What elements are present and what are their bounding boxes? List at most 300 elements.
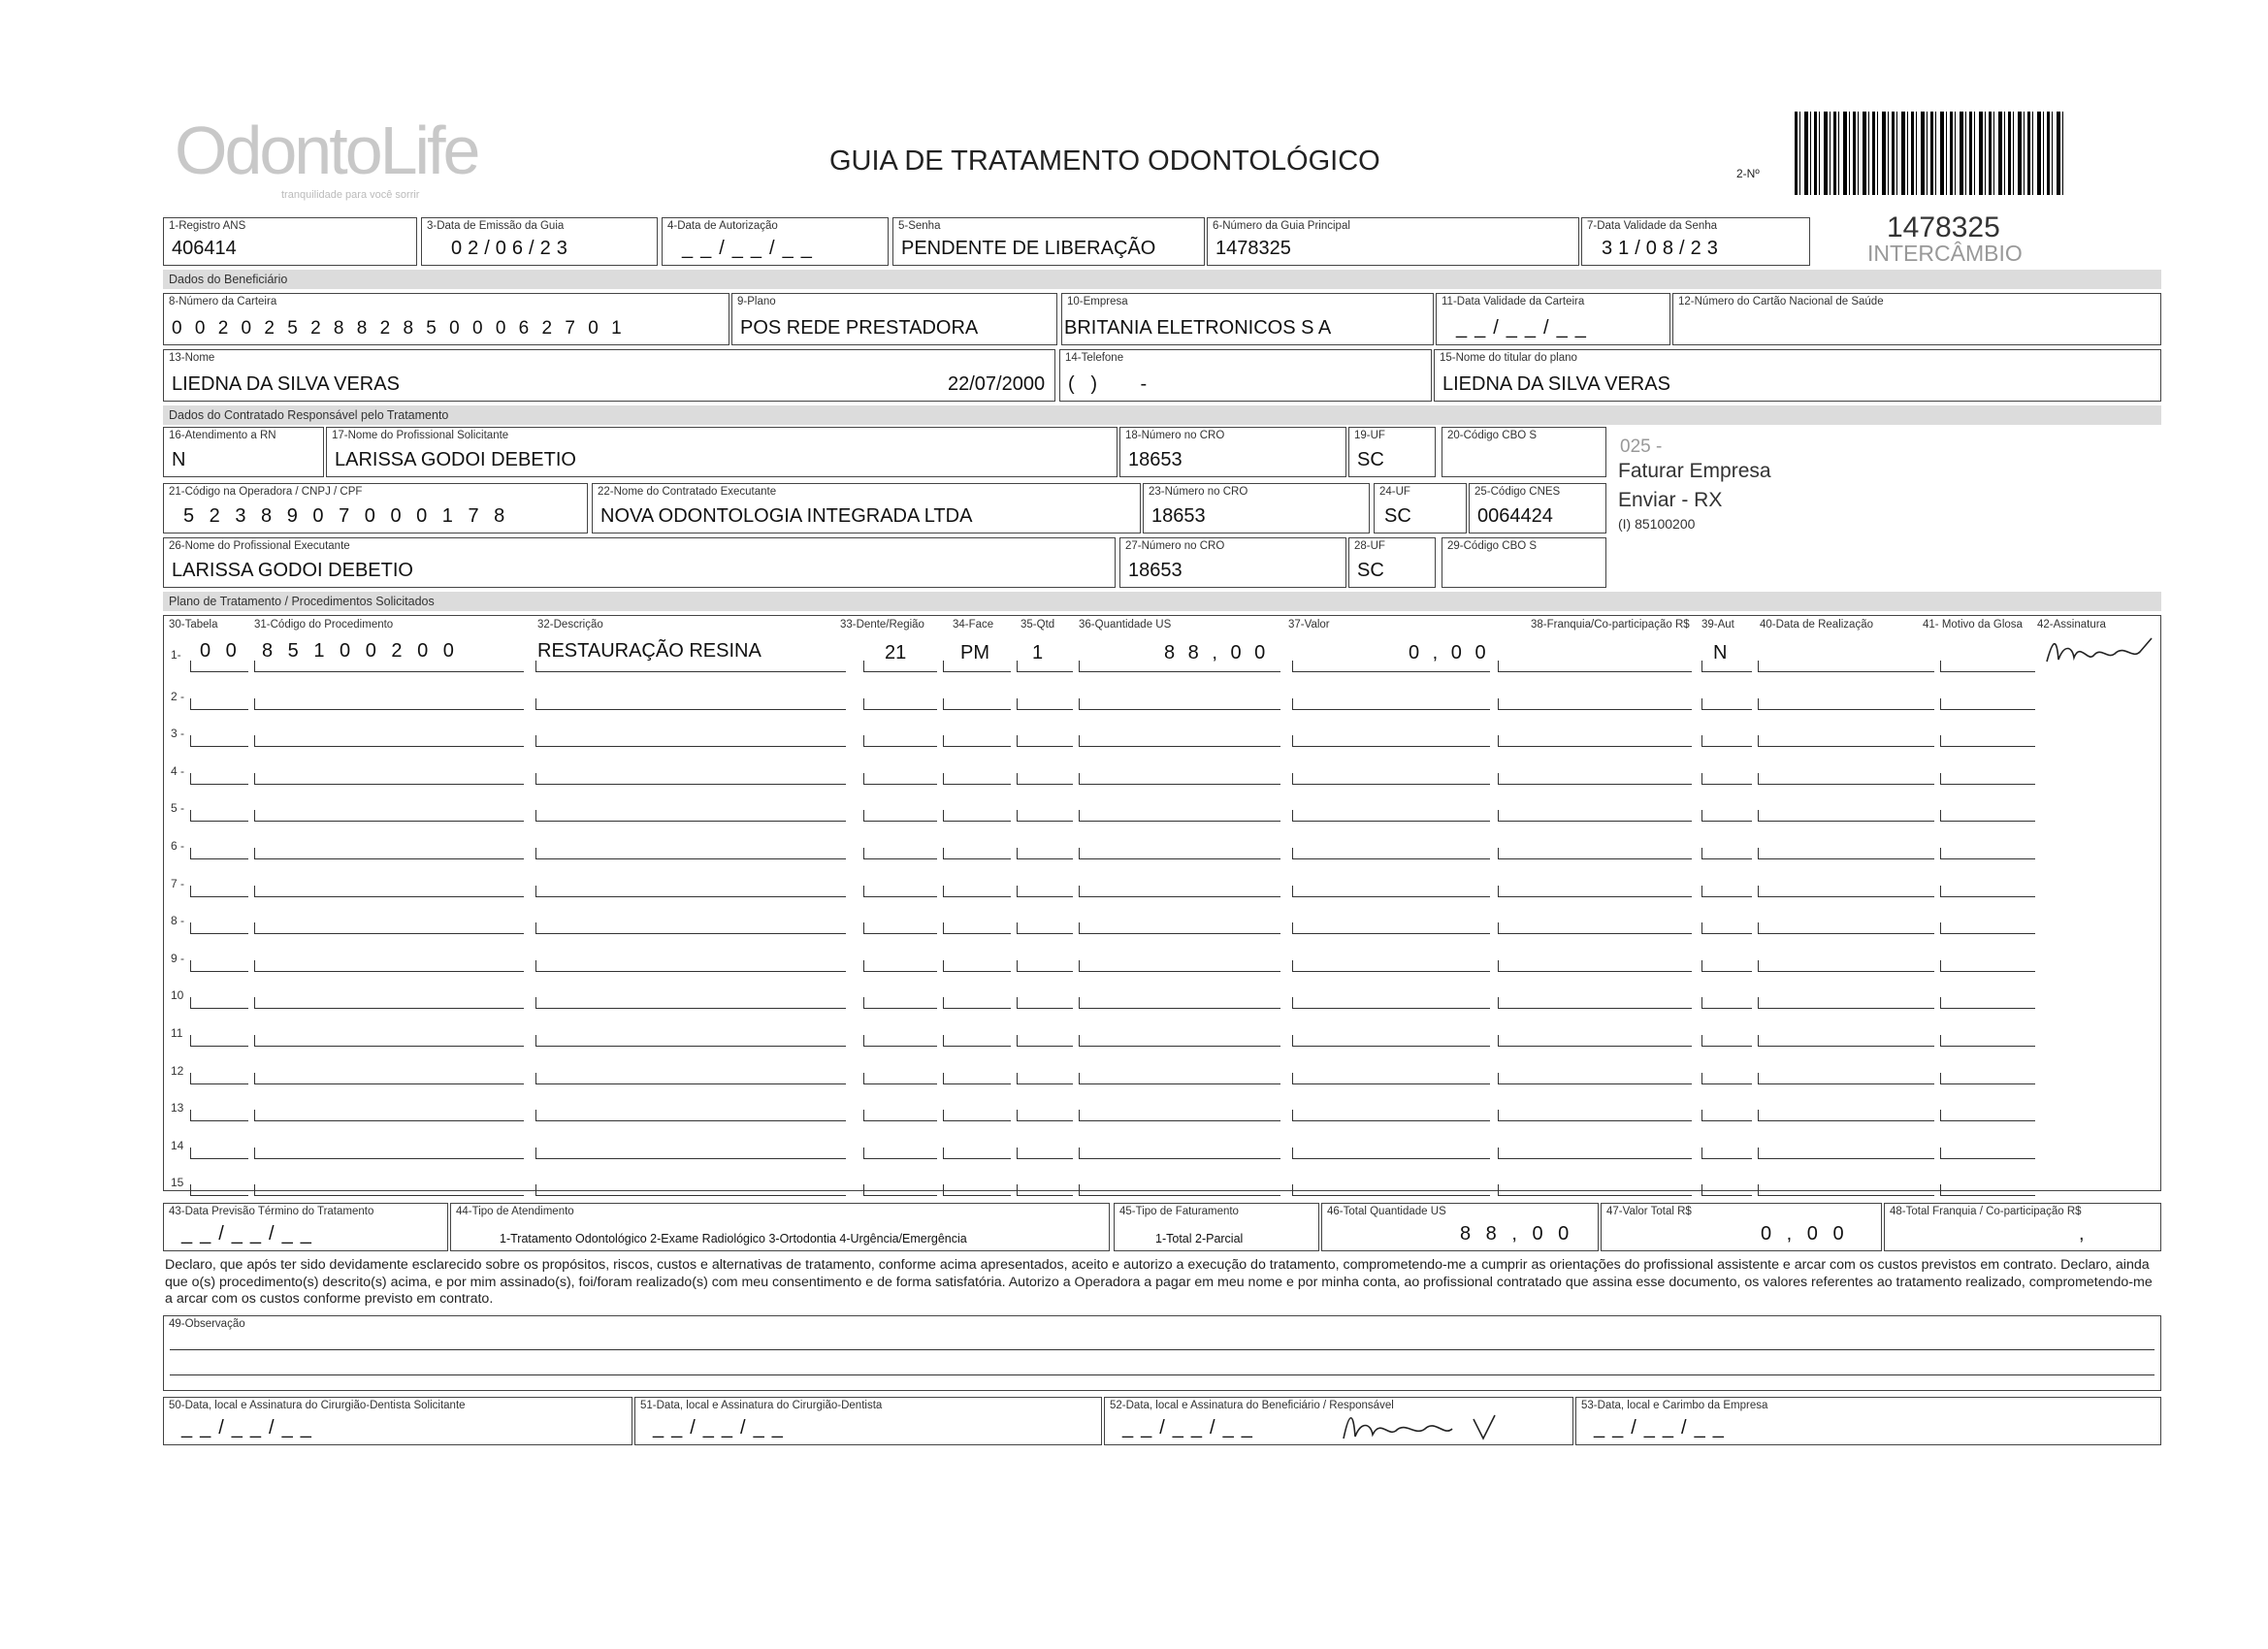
row-baseline	[1940, 1120, 2035, 1121]
row-tick	[254, 735, 255, 747]
row-tick	[1079, 810, 1080, 822]
row-baseline	[1940, 821, 2035, 822]
password-value: PENDENTE DE LIBERAÇÃO	[901, 238, 1156, 259]
uf-24-value: SC	[1384, 505, 1411, 527]
row-tick	[1292, 1148, 1293, 1159]
row-tick	[943, 735, 944, 747]
row-baseline	[1498, 1046, 1692, 1047]
row-number: 4 -	[171, 763, 185, 778]
col-face: 34-Face	[953, 619, 994, 630]
row-baseline	[1292, 1008, 1490, 1009]
row-tick	[1292, 1035, 1293, 1047]
row-tick	[1701, 960, 1702, 972]
row-tick	[1292, 1110, 1293, 1121]
row-baseline	[190, 1120, 248, 1121]
row-baseline	[943, 1120, 1011, 1121]
row-baseline	[535, 1083, 846, 1084]
row-baseline	[190, 1195, 248, 1196]
row-baseline	[1079, 1046, 1280, 1047]
row-baseline	[1079, 1158, 1280, 1159]
row-tick	[1079, 848, 1080, 859]
row-tick	[1017, 886, 1018, 897]
row-tick	[190, 886, 191, 897]
row-baseline	[1017, 858, 1073, 859]
row-tick	[863, 922, 864, 934]
row-baseline	[1292, 1158, 1490, 1159]
row-baseline	[1498, 709, 1692, 710]
card-number-value: 0 0 2 0 2 5 2 8 8 2 8 5 0 0 0 6 2 7 0 1	[172, 318, 626, 339]
row-baseline	[254, 933, 524, 934]
row-tick	[1017, 810, 1018, 822]
row-number: 13	[171, 1101, 184, 1116]
section-beneficiary: Dados do Beneficiário	[163, 270, 2161, 289]
row-baseline	[1498, 1195, 1692, 1196]
row-tick	[254, 922, 255, 934]
card-validity-value: __/__/__	[1456, 317, 1594, 339]
authorization-date-value: __/__/__	[682, 238, 820, 259]
row-tick	[1758, 1148, 1759, 1159]
row-number: 12	[171, 1063, 184, 1078]
row-baseline	[1292, 1120, 1490, 1121]
row-tick	[863, 1148, 864, 1159]
row-tick	[1079, 661, 1080, 672]
row-tick	[1701, 773, 1702, 785]
field-executing-professional: 26-Nome do Profissional Executante LARISSA GODOI DEBETIO	[163, 537, 1116, 588]
row-tick	[1292, 661, 1293, 672]
row-tick	[1017, 735, 1018, 747]
row-tick	[1079, 997, 1080, 1009]
row-number: 9 -	[171, 951, 185, 965]
row-baseline	[1701, 1158, 1752, 1159]
row-tick	[254, 661, 255, 672]
row-baseline	[1079, 858, 1280, 859]
row-tick	[1758, 1035, 1759, 1047]
row-baseline	[1292, 709, 1490, 710]
row-tick	[1079, 922, 1080, 934]
row-baseline	[1498, 784, 1692, 785]
row-tick	[254, 886, 255, 897]
row-tick	[1701, 997, 1702, 1009]
executing-contractor-value: NOVA ODONTOLOGIA INTEGRADA LTDA	[600, 505, 973, 527]
row-tick	[1017, 1035, 1018, 1047]
row-tick	[943, 810, 944, 822]
row-baseline	[1758, 821, 1934, 822]
row-baseline	[1079, 1195, 1280, 1196]
row-tick	[943, 960, 944, 972]
row-tick	[1701, 922, 1702, 934]
row-tick	[535, 1110, 536, 1121]
row-tick	[190, 960, 191, 972]
row-tick	[1940, 1035, 1941, 1047]
row-tick	[190, 773, 191, 785]
row-baseline	[1017, 1195, 1073, 1196]
row-tick	[943, 773, 944, 785]
row-tick	[254, 848, 255, 859]
row-tick	[190, 661, 191, 672]
row-baseline	[1701, 1008, 1752, 1009]
row-tick	[535, 997, 536, 1009]
row-baseline	[1017, 709, 1073, 710]
row-tick	[863, 848, 864, 859]
row-tick	[943, 1035, 944, 1047]
row-tick	[863, 886, 864, 897]
row-tick	[1017, 1073, 1018, 1084]
row-tick	[863, 960, 864, 972]
row-tick	[1292, 810, 1293, 822]
row-tick	[1498, 661, 1499, 672]
row-tick	[1758, 997, 1759, 1009]
col-copay: 38-Franquia/Co-participação R$	[1531, 619, 1690, 630]
name-value: LIEDNA DA SILVA VERAS	[172, 373, 400, 395]
row-baseline	[535, 858, 846, 859]
row-tick	[254, 1035, 255, 1047]
row-number: 6 -	[171, 839, 185, 853]
row-tick	[1701, 1148, 1702, 1159]
row-baseline	[1292, 784, 1490, 785]
row-tick	[1758, 773, 1759, 785]
row-tick	[254, 810, 255, 822]
total-us-value: 8 8 , 0 0	[1460, 1223, 1574, 1245]
row-tick	[1498, 848, 1499, 859]
row-baseline	[254, 821, 524, 822]
row-1-us: 8 8 , 0 0	[1164, 642, 1270, 663]
row-baseline	[1079, 933, 1280, 934]
row-baseline	[190, 746, 248, 747]
field-rn-care: 16-Atendimento a RN N	[163, 427, 324, 477]
row-baseline	[1701, 709, 1752, 710]
row-baseline	[943, 933, 1011, 934]
row-tick	[254, 1073, 255, 1084]
row-tick	[535, 1148, 536, 1159]
row-tick	[1758, 698, 1759, 710]
row-tick	[1701, 1035, 1702, 1047]
row-baseline	[1079, 1008, 1280, 1009]
row-baseline	[943, 1008, 1011, 1009]
row-baseline	[254, 671, 524, 672]
row-baseline	[1701, 671, 1752, 672]
row-tick	[1079, 735, 1080, 747]
col-us-quantity: 36-Quantidade US	[1079, 619, 1172, 630]
row-baseline	[863, 1195, 937, 1196]
row-tick	[535, 735, 536, 747]
row-baseline	[254, 1158, 524, 1159]
row-baseline	[254, 709, 524, 710]
row-tick	[190, 848, 191, 859]
row-baseline	[1701, 784, 1752, 785]
row-tick	[1940, 1073, 1941, 1084]
row-tick	[254, 1110, 255, 1121]
row-tick	[1017, 997, 1018, 1009]
row-baseline	[254, 971, 524, 972]
col-realization-date: 40-Data de Realização	[1760, 619, 1873, 630]
row-baseline	[1017, 1046, 1073, 1047]
row-tick	[535, 1035, 536, 1047]
row-1-qty: 1	[1032, 642, 1044, 663]
row-baseline	[943, 784, 1011, 785]
guide-number: 1478325	[1887, 211, 2000, 243]
row-baseline	[1292, 1046, 1490, 1047]
row-baseline	[943, 671, 1011, 672]
row-tick	[535, 1073, 536, 1084]
row-tick	[1701, 735, 1702, 747]
row-tick	[1498, 1148, 1499, 1159]
row-baseline	[190, 1158, 248, 1159]
row-tick	[943, 997, 944, 1009]
row-tick	[535, 848, 536, 859]
row-tick	[1017, 698, 1018, 710]
field-requesting-professional: 17-Nome do Profissional Solicitante LARISSA GODOI DEBETIO	[326, 427, 1118, 477]
row-tick	[1940, 735, 1941, 747]
row-tick	[863, 773, 864, 785]
cro-27-value: 18653	[1128, 560, 1183, 581]
row-baseline	[1758, 746, 1934, 747]
row-number: 2 -	[171, 689, 185, 703]
row-tick	[943, 1184, 944, 1196]
row-baseline	[254, 1046, 524, 1047]
row-baseline	[1498, 896, 1692, 897]
exchange-label: INTERCÂMBIO	[1867, 241, 2023, 266]
row-tick	[1701, 886, 1702, 897]
row-tick	[1498, 1073, 1499, 1084]
phone-value: ( ) -	[1068, 373, 1180, 395]
row-baseline	[190, 971, 248, 972]
row-baseline	[943, 971, 1011, 972]
row-tick	[1940, 997, 1941, 1009]
row-tick	[1498, 1184, 1499, 1196]
row-baseline	[1701, 821, 1752, 822]
row-tick	[1498, 1110, 1499, 1121]
row-baseline	[1292, 1195, 1490, 1196]
row-baseline	[1758, 971, 1934, 972]
col-tooth-region: 33-Dente/Região	[840, 619, 924, 630]
col-signature: 42-Assinatura	[2037, 619, 2106, 630]
row-baseline	[1701, 1046, 1752, 1047]
row-tick	[1498, 735, 1499, 747]
uf-19-value: SC	[1357, 449, 1384, 470]
row-tick	[1079, 698, 1080, 710]
row-tick	[1701, 1184, 1702, 1196]
barcode	[1795, 112, 2066, 195]
row-baseline	[190, 821, 248, 822]
row-baseline	[1701, 746, 1752, 747]
side-note-proc: (I) 85100200	[1618, 516, 1696, 532]
row-baseline	[254, 784, 524, 785]
field-uf-28: 28-UF SC	[1348, 537, 1436, 588]
sign-dentist-date: __/__/__	[653, 1417, 791, 1439]
row-1-tooth: 21	[885, 642, 907, 663]
treatment-end-value: __/__/__	[181, 1223, 319, 1245]
row-baseline	[1701, 1120, 1752, 1121]
row-baseline	[943, 821, 1011, 822]
row-baseline	[190, 858, 248, 859]
row-baseline	[1701, 1083, 1752, 1084]
row-tick	[190, 735, 191, 747]
field-cro-18: 18-Número no CRO 18653	[1119, 427, 1346, 477]
field-card-validity: 11-Data Validade da Carteira __/__/__	[1436, 293, 1670, 345]
sign-beneficiary-date: __/__/__	[1122, 1417, 1260, 1439]
row-baseline	[1940, 746, 2035, 747]
row-baseline	[1017, 821, 1073, 822]
row-baseline	[1498, 671, 1692, 672]
row-baseline	[1017, 1008, 1073, 1009]
row-baseline	[1498, 1120, 1692, 1121]
field-sign-dentist: 51-Data, local e Assinatura do Cirurgião-Dentista __/__/__	[634, 1397, 1102, 1445]
row-baseline	[1079, 896, 1280, 897]
row-baseline	[535, 1120, 846, 1121]
row-baseline	[943, 1158, 1011, 1159]
row-baseline	[1940, 933, 2035, 934]
row-baseline	[1017, 971, 1073, 972]
row-tick	[535, 810, 536, 822]
row-tick	[535, 1184, 536, 1196]
row-baseline	[1498, 1008, 1692, 1009]
field-authorization-date: 4-Data de Autorização __/__/__	[662, 217, 889, 266]
row-tick	[863, 661, 864, 672]
row-baseline	[1940, 1008, 2035, 1009]
row-tick	[1498, 960, 1499, 972]
row-tick	[1292, 773, 1293, 785]
row-baseline	[1701, 896, 1752, 897]
field-cbo-20: 20-Código CBO S	[1442, 427, 1606, 477]
row-tick	[1079, 773, 1080, 785]
field-treatment-end: 43-Data Previsão Término do Tratamento __/__/__	[163, 1203, 448, 1251]
row-baseline	[863, 671, 937, 672]
row-baseline	[1498, 858, 1692, 859]
row-baseline	[190, 709, 248, 710]
row-baseline	[863, 896, 937, 897]
row-baseline	[943, 1046, 1011, 1047]
row-baseline	[190, 1083, 248, 1084]
row-tick	[863, 810, 864, 822]
logo	[175, 112, 478, 201]
field-total-copay: 48-Total Franquia / Co-participação R$ ,	[1884, 1203, 2161, 1251]
row-baseline	[943, 1083, 1011, 1084]
row-baseline	[254, 1008, 524, 1009]
row-tick	[1758, 1110, 1759, 1121]
procedures-table	[163, 615, 2161, 1191]
row-tick	[1079, 960, 1080, 972]
row-baseline	[535, 933, 846, 934]
field-cro-23: 23-Número no CRO 18653	[1143, 483, 1370, 534]
page-title: GUIA DE TRATAMENTO ODONTOLÓGICO	[829, 146, 1380, 177]
row-tick	[943, 922, 944, 934]
row-tick	[1498, 1035, 1499, 1047]
side-note-code: 025 -	[1620, 436, 1663, 457]
row-baseline	[190, 896, 248, 897]
main-guide-number-value: 1478325	[1215, 238, 1291, 259]
row-tick	[1758, 810, 1759, 822]
row-tick	[1940, 922, 1941, 934]
row-baseline	[1292, 671, 1490, 672]
ans-registry-value: 406414	[172, 238, 237, 259]
field-ans-registry: 1-Registro ANS 406414	[163, 217, 417, 266]
row-baseline	[1758, 1083, 1934, 1084]
row-1-description: RESTAURAÇÃO RESINA	[537, 640, 761, 662]
row-baseline	[943, 1195, 1011, 1196]
row-tick	[1079, 1073, 1080, 1084]
row-tick	[1498, 886, 1499, 897]
row-baseline	[1758, 1158, 1934, 1159]
row-tick	[943, 848, 944, 859]
row-tick	[190, 810, 191, 822]
row-tick	[190, 1184, 191, 1196]
row-tick	[190, 1110, 191, 1121]
row-tick	[1498, 922, 1499, 934]
row-tick	[1292, 886, 1293, 897]
col-denial-reason: 41- Motivo da Glosa	[1923, 619, 2023, 630]
row-baseline	[1292, 821, 1490, 822]
row-baseline	[1292, 1083, 1490, 1084]
row-baseline	[1940, 784, 2035, 785]
row-number: 7 -	[171, 876, 185, 890]
row-baseline	[943, 709, 1011, 710]
field-main-guide-number: 6-Número da Guia Principal 1478325	[1207, 217, 1579, 266]
row-tick	[1940, 1148, 1941, 1159]
row-tick	[1292, 960, 1293, 972]
row-baseline	[535, 1195, 846, 1196]
row-baseline	[1498, 971, 1692, 972]
col-table: 30-Tabela	[169, 619, 218, 630]
row-baseline	[1758, 896, 1934, 897]
total-value-value: 0 , 0 0	[1761, 1223, 1849, 1245]
row-number: 3 -	[171, 727, 185, 741]
company-value: BRITANIA ELETRONICOS S A	[1064, 317, 1332, 339]
row-tick	[1701, 661, 1702, 672]
row-tick	[1017, 1110, 1018, 1121]
row-baseline	[863, 1008, 937, 1009]
row-baseline	[535, 821, 846, 822]
row-number: 8 -	[171, 914, 185, 928]
requesting-professional-value: LARISSA GODOI DEBETIO	[335, 449, 576, 470]
row-tick	[943, 698, 944, 710]
logo-tagline: tranquilidade para você sorrir	[281, 189, 420, 201]
row-baseline	[254, 1083, 524, 1084]
row-tick	[1758, 848, 1759, 859]
row-baseline	[863, 1158, 937, 1159]
row-baseline	[1940, 671, 2035, 672]
row-baseline	[190, 671, 248, 672]
row-tick	[1079, 1148, 1080, 1159]
guide-number-label: 2-Nº	[1736, 167, 1760, 180]
row-baseline	[1079, 709, 1280, 710]
col-qty: 35-Qtd	[1021, 619, 1055, 630]
beneficiary-signature	[1338, 1407, 1512, 1446]
field-total-value: 47-Valor Total R$ 0 , 0 0	[1601, 1203, 1882, 1251]
row-tick	[1498, 997, 1499, 1009]
password-validity-value: 31/08/23	[1602, 238, 1724, 259]
row-baseline	[535, 971, 846, 972]
executing-professional-value: LARISSA GODOI DEBETIO	[172, 560, 413, 581]
row-tick	[1758, 960, 1759, 972]
row-tick	[1498, 810, 1499, 822]
row-baseline	[1758, 784, 1934, 785]
field-password: 5-Senha PENDENTE DE LIBERAÇÃO	[892, 217, 1205, 266]
field-uf-19: 19-UF SC	[1348, 427, 1436, 477]
row-tick	[1758, 886, 1759, 897]
row-baseline	[1498, 933, 1692, 934]
field-sign-beneficiary: 52-Data, local e Assinatura do Beneficiário / Responsável __/__/__	[1104, 1397, 1573, 1445]
col-value: 37-Valor	[1288, 619, 1330, 630]
row-tick	[1701, 810, 1702, 822]
field-company-stamp: 53-Data, local e Carimbo da Empresa __/__/__	[1575, 1397, 2161, 1445]
cro-18-value: 18653	[1128, 449, 1183, 470]
row-baseline	[1079, 821, 1280, 822]
row-1-value: 0 , 0 0	[1409, 642, 1490, 663]
row-baseline	[1758, 933, 1934, 934]
field-executing-contractor: 22-Nome do Contratado Executante NOVA ODONTOLOGIA INTEGRADA LTDA	[592, 483, 1141, 534]
row-baseline	[254, 746, 524, 747]
row-tick	[254, 997, 255, 1009]
